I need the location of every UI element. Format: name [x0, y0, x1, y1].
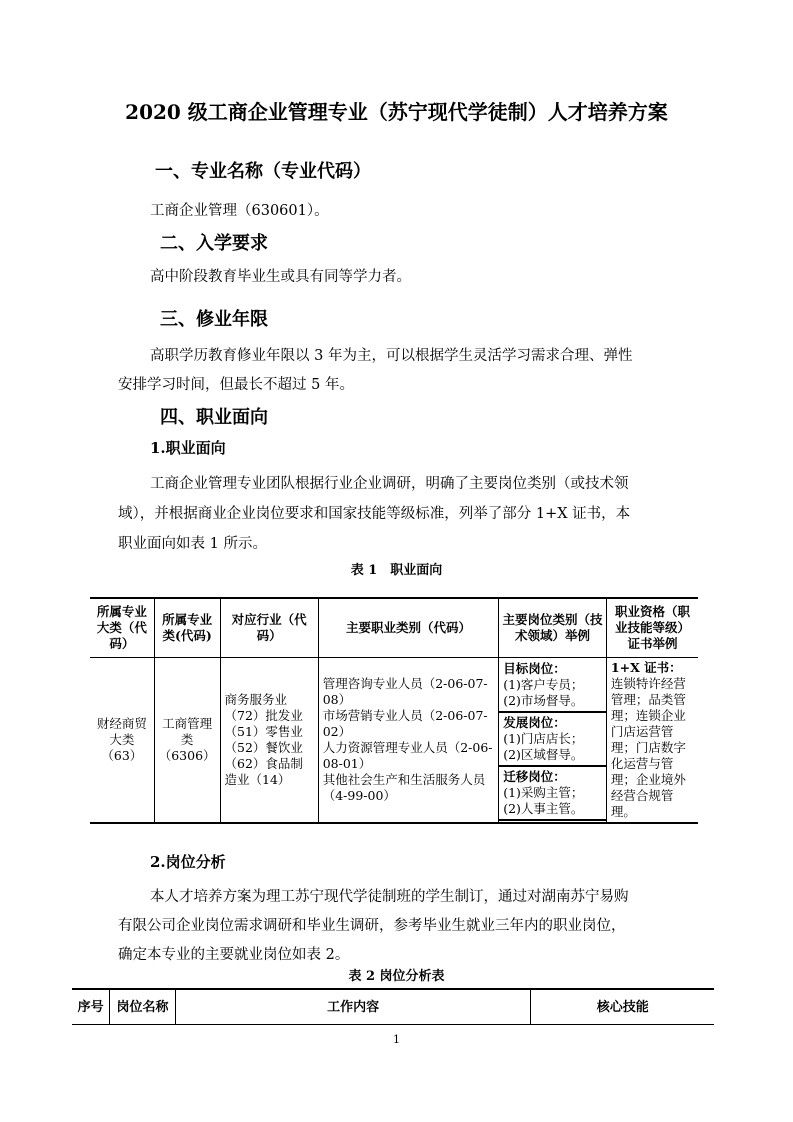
- section-1-text: 工商企业管理（630601）。: [150, 203, 329, 219]
- cell-certificates: [606, 658, 698, 824]
- occupation-item: 管理咨询专业人员（2-06-07-08）: [322, 676, 488, 707]
- position-item: (1)采购主管；: [503, 785, 584, 800]
- cert-text: 连锁特许经营管理；品类管理；连锁企业门店运营管理；门店数字化运营与管理；企业境外经营合规管理。: [610, 676, 686, 819]
- section-4-para-1-line-1: 工商企业管理专业团队根据行业企业调研，明确了主要岗位类别（或技术领: [150, 476, 629, 492]
- header-seq: 序号: [72, 989, 110, 1025]
- table-row: [90, 658, 698, 824]
- section-2-heading: 二、入学要求: [160, 233, 268, 254]
- header-position-name: 岗位名称: [110, 989, 175, 1025]
- cell-major-class: 财经商贸大类（63）: [90, 658, 154, 824]
- occupation-item: 人力资源管理专业人员（2-06-08-01）: [322, 740, 493, 771]
- position-item: (1)客户专员；: [503, 677, 584, 692]
- table-2-caption: 表 2 岗位分析表: [348, 969, 445, 984]
- target-label: 目标岗位：: [503, 661, 566, 676]
- page-number: 1: [393, 1033, 400, 1046]
- document-title: 2020 级工商企业管理专业（苏宁现代学徒制）人才培养方案: [125, 100, 668, 124]
- develop-positions: [499, 712, 606, 766]
- section-2-text: 高中阶段教育毕业生或具有同等学力者。: [150, 269, 411, 285]
- cell-major-type: 工商管理类（6306）: [154, 658, 220, 824]
- occupation-item: 市场营销专业人员（2-06-07-02）: [322, 708, 488, 739]
- section-3-line-1: 高职学历教育修业年限以 3 年为主，可以根据学生灵活学习需求合理、弹性: [150, 348, 633, 364]
- section-3-heading: 三、修业年限: [160, 309, 268, 330]
- migrate-label: 迁移岗位：: [503, 769, 566, 784]
- header-industry: 对应行业（代码）: [220, 598, 318, 658]
- table-header-row: [90, 598, 698, 658]
- cert-label: 1+X 证书：: [610, 660, 682, 675]
- position-analysis-table: [72, 988, 714, 1025]
- section-3-line-2: 安排学习时间，但最长不超过 5 年。: [118, 377, 354, 393]
- position-item: (2)市场督导。: [503, 693, 584, 708]
- occupation-table: [90, 597, 698, 824]
- section-4-para-2-line-1: 本人才培养方案为理工苏宁现代学徒制班的学生制订，通过对湖南苏宁易购: [150, 889, 629, 905]
- section-4-sub-2: 2.岗位分析: [150, 853, 226, 871]
- header-certificates: 职业资格（职业技能等级）证书举例: [606, 598, 698, 658]
- cell-positions: [499, 658, 607, 824]
- header-major-class: 所属专业大类（代码）: [90, 598, 154, 658]
- header-work-content: 工作内容: [175, 989, 531, 1025]
- position-item: (2)人事主管。: [503, 801, 584, 816]
- positions-subtable: [499, 659, 606, 821]
- section-4-para-1-line-2: 域），并根据商业企业岗位要求和国家技能等级标准，列举了部分 1+X 证书，本: [118, 506, 631, 522]
- section-4-sub-1: 1.职业面向: [150, 439, 226, 457]
- cell-industry: 商务服务业（72）批发业（51）零售业（52）餐饮业（62）食品制造业（14）: [220, 658, 318, 824]
- position-item: (2)区域督导。: [503, 747, 584, 762]
- section-4-para-1-line-3: 职业面向如表 1 所示。: [118, 536, 267, 552]
- position-item: (1)门店店长；: [503, 731, 584, 746]
- table-1-caption: 表 1 职业面向: [350, 563, 443, 578]
- section-4-para-2-line-3: 确定本专业的主要就业岗位如表 2。: [118, 947, 350, 963]
- migrate-positions: [499, 766, 606, 820]
- target-positions: [499, 659, 606, 712]
- table-header-row: [72, 989, 714, 1025]
- section-4-heading: 四、职业面向: [160, 407, 268, 428]
- cell-occupations: [318, 658, 499, 824]
- header-major-type: 所属专业类(代码): [154, 598, 220, 658]
- section-1-heading: 一、专业名称（专业代码）: [155, 161, 371, 182]
- section-4-para-2-line-2: 有限公司企业岗位需求调研和毕业生调研，参考毕业生就业三年内的职业岗位，: [118, 918, 626, 934]
- header-occupation: 主要职业类别（代码）: [318, 598, 499, 658]
- header-core-skills: 核心技能: [531, 989, 714, 1025]
- occupation-item: 其他社会生产和生活服务人员（4-99-00）: [322, 772, 486, 803]
- develop-label: 发展岗位：: [503, 715, 566, 730]
- header-positions: 主要岗位类别（技术领域）举例: [499, 598, 607, 658]
